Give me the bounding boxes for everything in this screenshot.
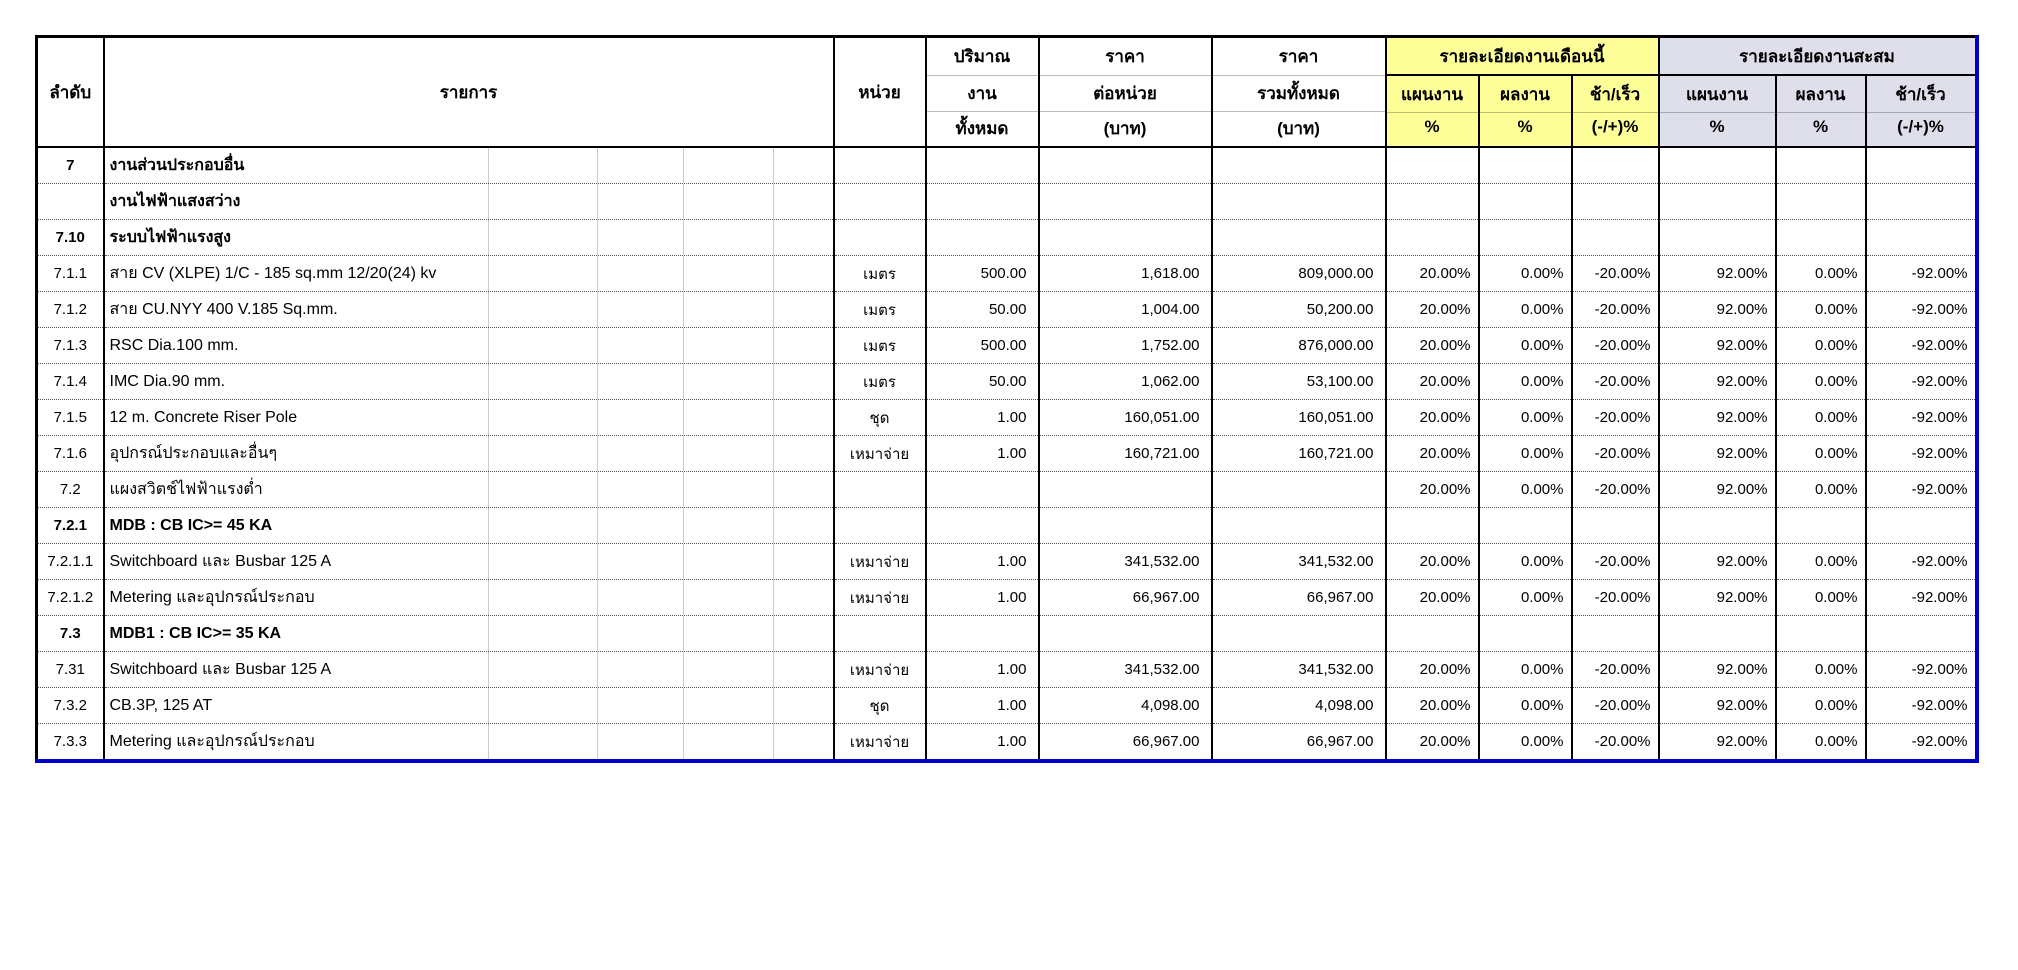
- cell-cum-diff-pct: -92.00%: [1866, 328, 1977, 364]
- cell-unit-price: 1,618.00: [1039, 256, 1212, 292]
- cell-quantity: 1.00: [926, 436, 1039, 472]
- cell-month-diff-pct: [1572, 616, 1659, 652]
- header-unit-price-line2: ต่อหน่วย: [1039, 75, 1212, 111]
- cell-cum-actual-pct: 0.00%: [1776, 544, 1866, 580]
- cell-quantity: 500.00: [926, 256, 1039, 292]
- cell-quantity: 50.00: [926, 292, 1039, 328]
- cell-cum-actual-pct: 0.00%: [1776, 364, 1866, 400]
- cell-month-plan-pct: 20.00%: [1386, 256, 1479, 292]
- cell-unit: เหมาจ่าย: [834, 580, 926, 616]
- cell-unit: เหมาจ่าย: [834, 436, 926, 472]
- cell-month-diff-pct: -20.00%: [1572, 400, 1659, 436]
- cell-total-price: 876,000.00: [1212, 328, 1386, 364]
- month-actual-unit: %: [1480, 112, 1571, 146]
- table-row: [37, 544, 1977, 580]
- cell-total-price: 809,000.00: [1212, 256, 1386, 292]
- cell-month-actual-pct: 0.00%: [1479, 364, 1572, 400]
- header-total-price-line3: (บาท): [1212, 111, 1386, 147]
- table-row: [37, 652, 1977, 688]
- cell-item: Metering และอุปกรณ์ประกอบ: [104, 724, 834, 762]
- cell-quantity: [926, 508, 1039, 544]
- cell-cum-plan-pct: [1659, 220, 1776, 256]
- cell-month-diff-pct: -20.00%: [1572, 292, 1659, 328]
- table-row: [37, 436, 1977, 472]
- cell-quantity: [926, 616, 1039, 652]
- cell-month-plan-pct: 20.00%: [1386, 436, 1479, 472]
- cell-month-plan-pct: [1386, 508, 1479, 544]
- cell-month-diff-pct: -20.00%: [1572, 688, 1659, 724]
- cell-cum-plan-pct: [1659, 184, 1776, 220]
- cell-item: งานไฟฟ้าแสงสว่าง: [104, 184, 834, 220]
- header-group-cumulative: รายละเอียดงานสะสม: [1659, 37, 1977, 76]
- cell-month-plan-pct: 20.00%: [1386, 544, 1479, 580]
- cell-quantity: 500.00: [926, 328, 1039, 364]
- cell-total-price: 66,967.00: [1212, 724, 1386, 762]
- cell-month-plan-pct: [1386, 184, 1479, 220]
- cell-cum-actual-pct: [1776, 616, 1866, 652]
- cell-unit: เหมาจ่าย: [834, 544, 926, 580]
- cell-cum-diff-pct: -92.00%: [1866, 256, 1977, 292]
- cell-item: MDB1 : CB IC>= 35 KA: [104, 616, 834, 652]
- cell-month-actual-pct: [1479, 147, 1572, 184]
- cell-unit-price: [1039, 220, 1212, 256]
- cell-month-diff-pct: -20.00%: [1572, 724, 1659, 762]
- header-qty-line1: ปริมาณ: [926, 37, 1039, 76]
- cell-cum-plan-pct: 92.00%: [1659, 580, 1776, 616]
- cell-month-diff-pct: [1572, 220, 1659, 256]
- cell-no: 7.3.2: [37, 688, 104, 724]
- cell-cum-diff-pct: [1866, 220, 1977, 256]
- cell-cum-diff-pct: -92.00%: [1866, 364, 1977, 400]
- cell-no: 7.1.5: [37, 400, 104, 436]
- cell-total-price: 341,532.00: [1212, 652, 1386, 688]
- cell-item: CB.3P, 125 AT: [104, 688, 834, 724]
- cell-month-plan-pct: 20.00%: [1386, 652, 1479, 688]
- header-group-month: รายละเอียดงานเดือนนี้: [1386, 37, 1659, 76]
- cell-cum-plan-pct: 92.00%: [1659, 472, 1776, 508]
- cell-total-price: 50,200.00: [1212, 292, 1386, 328]
- cell-unit-price: 1,062.00: [1039, 364, 1212, 400]
- cell-month-diff-pct: -20.00%: [1572, 652, 1659, 688]
- header-total-price-line1: ราคา: [1212, 37, 1386, 76]
- header-unit-price-line3: (บาท): [1039, 111, 1212, 147]
- cell-cum-actual-pct: 0.00%: [1776, 400, 1866, 436]
- cell-quantity: 1.00: [926, 544, 1039, 580]
- cell-item: IMC Dia.90 mm.: [104, 364, 834, 400]
- cell-cum-plan-pct: [1659, 147, 1776, 184]
- cell-month-diff-pct: -20.00%: [1572, 436, 1659, 472]
- header-month-actual: [1479, 75, 1572, 147]
- cell-quantity: 1.00: [926, 400, 1039, 436]
- cell-month-actual-pct: 0.00%: [1479, 436, 1572, 472]
- cell-item: Metering และอุปกรณ์ประกอบ: [104, 580, 834, 616]
- month-diff-label: ช้า/เร็ว: [1589, 85, 1641, 104]
- cell-cum-plan-pct: 92.00%: [1659, 724, 1776, 762]
- table-row: [37, 147, 1977, 184]
- cell-no: 7.2.1.2: [37, 580, 104, 616]
- cell-no: 7.2: [37, 472, 104, 508]
- cell-item: ระบบไฟฟ้าแรงสูง: [104, 220, 834, 256]
- cell-unit: [834, 220, 926, 256]
- cell-cum-actual-pct: 0.00%: [1776, 292, 1866, 328]
- cell-month-diff-pct: -20.00%: [1572, 580, 1659, 616]
- cell-unit: [834, 508, 926, 544]
- cell-unit: ชุด: [834, 688, 926, 724]
- cum-actual-label: ผลงาน: [1795, 85, 1846, 104]
- cell-unit-price: 66,967.00: [1039, 580, 1212, 616]
- cell-item: งานส่วนประกอบอื่น: [104, 147, 834, 184]
- cell-cum-actual-pct: 0.00%: [1776, 472, 1866, 508]
- cell-unit: ชุด: [834, 400, 926, 436]
- cell-cum-actual-pct: 0.00%: [1776, 652, 1866, 688]
- cell-total-price: 53,100.00: [1212, 364, 1386, 400]
- header-total-price-line2: รวมทั้งหมด: [1212, 75, 1386, 111]
- cell-month-diff-pct: -20.00%: [1572, 256, 1659, 292]
- cell-month-plan-pct: 20.00%: [1386, 580, 1479, 616]
- cell-month-plan-pct: 20.00%: [1386, 688, 1479, 724]
- cell-cum-plan-pct: [1659, 616, 1776, 652]
- cell-month-actual-pct: [1479, 508, 1572, 544]
- cell-unit-price: 341,532.00: [1039, 652, 1212, 688]
- cell-month-diff-pct: [1572, 147, 1659, 184]
- cell-cum-actual-pct: [1776, 184, 1866, 220]
- cell-cum-diff-pct: [1866, 184, 1977, 220]
- header-month-diff: [1572, 75, 1659, 147]
- cell-unit-price: 160,051.00: [1039, 400, 1212, 436]
- header-month-plan: [1386, 75, 1479, 147]
- table-row: [37, 220, 1977, 256]
- cell-quantity: 1.00: [926, 652, 1039, 688]
- cell-unit: เหมาจ่าย: [834, 724, 926, 762]
- table-row: [37, 184, 1977, 220]
- cell-quantity: 1.00: [926, 724, 1039, 762]
- header-cum-actual: [1776, 75, 1866, 147]
- cell-no: 7.1.6: [37, 436, 104, 472]
- month-diff-unit: (-/+)%: [1573, 112, 1658, 146]
- cell-no: 7.1.2: [37, 292, 104, 328]
- cell-no: 7.1.1: [37, 256, 104, 292]
- cell-unit-price: [1039, 508, 1212, 544]
- cell-month-actual-pct: 0.00%: [1479, 472, 1572, 508]
- cell-total-price: 4,098.00: [1212, 688, 1386, 724]
- cell-month-diff-pct: -20.00%: [1572, 544, 1659, 580]
- cell-quantity: [926, 184, 1039, 220]
- header-qty-line3: ทั้งหมด: [926, 111, 1039, 147]
- cell-quantity: [926, 147, 1039, 184]
- table-row: [37, 328, 1977, 364]
- cell-no: 7.2.1: [37, 508, 104, 544]
- cell-unit-price: [1039, 184, 1212, 220]
- month-plan-label: แผนงาน: [1400, 85, 1463, 104]
- cell-item: MDB : CB IC>= 45 KA: [104, 508, 834, 544]
- cell-cum-plan-pct: 92.00%: [1659, 652, 1776, 688]
- cell-no: [37, 184, 104, 220]
- table-row: [37, 580, 1977, 616]
- cell-cum-diff-pct: -92.00%: [1866, 724, 1977, 762]
- cell-unit-price: [1039, 147, 1212, 184]
- cell-cum-diff-pct: [1866, 508, 1977, 544]
- header-no: ลำดับ: [37, 37, 104, 148]
- cell-cum-diff-pct: [1866, 147, 1977, 184]
- cell-month-actual-pct: 0.00%: [1479, 292, 1572, 328]
- cell-unit: เมตร: [834, 328, 926, 364]
- table-row: [37, 400, 1977, 436]
- cell-cum-diff-pct: -92.00%: [1866, 544, 1977, 580]
- cell-no: 7: [37, 147, 104, 184]
- cell-month-plan-pct: 20.00%: [1386, 364, 1479, 400]
- cell-cum-actual-pct: 0.00%: [1776, 256, 1866, 292]
- cell-cum-actual-pct: 0.00%: [1776, 328, 1866, 364]
- cell-unit: เหมาจ่าย: [834, 652, 926, 688]
- month-plan-unit: %: [1387, 112, 1478, 146]
- cell-month-actual-pct: 0.00%: [1479, 328, 1572, 364]
- cell-unit: เมตร: [834, 364, 926, 400]
- cell-no: 7.3.3: [37, 724, 104, 762]
- cell-month-actual-pct: 0.00%: [1479, 688, 1572, 724]
- cell-month-diff-pct: -20.00%: [1572, 364, 1659, 400]
- cell-cum-actual-pct: 0.00%: [1776, 724, 1866, 762]
- cell-item: Switchboard และ Busbar 125 A: [104, 544, 834, 580]
- cell-month-actual-pct: 0.00%: [1479, 544, 1572, 580]
- cell-month-diff-pct: -20.00%: [1572, 472, 1659, 508]
- cell-no: 7.2.1.1: [37, 544, 104, 580]
- table-body: [37, 147, 1977, 761]
- cell-unit-price: 1,752.00: [1039, 328, 1212, 364]
- cell-cum-actual-pct: 0.00%: [1776, 580, 1866, 616]
- cell-item: สาย CU.NYY 400 V.185 Sq.mm.: [104, 292, 834, 328]
- cell-cum-diff-pct: [1866, 616, 1977, 652]
- cell-cum-diff-pct: -92.00%: [1866, 400, 1977, 436]
- cell-unit-price: 66,967.00: [1039, 724, 1212, 762]
- cell-item: 12 m. Concrete Riser Pole: [104, 400, 834, 436]
- cell-month-actual-pct: [1479, 184, 1572, 220]
- cell-quantity: [926, 220, 1039, 256]
- cum-plan-label: แผนงาน: [1685, 85, 1748, 104]
- cell-no: 7.1.3: [37, 328, 104, 364]
- cell-no: 7.1.4: [37, 364, 104, 400]
- header-item: รายการ: [104, 37, 834, 148]
- cell-total-price: [1212, 184, 1386, 220]
- cell-total-price: [1212, 472, 1386, 508]
- cell-month-plan-pct: [1386, 147, 1479, 184]
- cell-cum-actual-pct: [1776, 147, 1866, 184]
- cell-unit-price: [1039, 616, 1212, 652]
- cell-cum-actual-pct: 0.00%: [1776, 436, 1866, 472]
- cell-item: อุปกรณ์ประกอบและอื่นๆ: [104, 436, 834, 472]
- cell-total-price: [1212, 508, 1386, 544]
- cum-plan-unit: %: [1660, 112, 1775, 146]
- cell-unit: [834, 616, 926, 652]
- table-row: [37, 472, 1977, 508]
- table-row: [37, 508, 1977, 544]
- cell-unit: [834, 472, 926, 508]
- cell-month-plan-pct: 20.00%: [1386, 472, 1479, 508]
- cell-cum-diff-pct: -92.00%: [1866, 472, 1977, 508]
- boq-progress-sheet: [35, 35, 1979, 763]
- table-row: [37, 688, 1977, 724]
- header-unit: หน่วย: [834, 37, 926, 148]
- cell-cum-actual-pct: [1776, 508, 1866, 544]
- cell-month-diff-pct: [1572, 184, 1659, 220]
- cell-cum-diff-pct: -92.00%: [1866, 292, 1977, 328]
- cell-item: สาย CV (XLPE) 1/C - 185 sq.mm 12/20(24) kv: [104, 256, 834, 292]
- cell-total-price: [1212, 220, 1386, 256]
- cell-no: 7.3: [37, 616, 104, 652]
- cell-cum-diff-pct: -92.00%: [1866, 688, 1977, 724]
- cell-total-price: 160,721.00: [1212, 436, 1386, 472]
- cell-month-plan-pct: [1386, 616, 1479, 652]
- cum-diff-label: ช้า/เร็ว: [1895, 85, 1946, 104]
- cell-month-actual-pct: 0.00%: [1479, 652, 1572, 688]
- cell-month-actual-pct: [1479, 220, 1572, 256]
- cell-month-actual-pct: 0.00%: [1479, 256, 1572, 292]
- table-row: [37, 364, 1977, 400]
- cell-unit: เมตร: [834, 256, 926, 292]
- cell-cum-actual-pct: [1776, 220, 1866, 256]
- cell-item: RSC Dia.100 mm.: [104, 328, 834, 364]
- cum-actual-unit: %: [1777, 112, 1865, 146]
- header-cum-diff: [1866, 75, 1977, 147]
- cell-cum-plan-pct: 92.00%: [1659, 436, 1776, 472]
- cell-month-plan-pct: 20.00%: [1386, 724, 1479, 762]
- cell-total-price: 341,532.00: [1212, 544, 1386, 580]
- cell-unit-price: 1,004.00: [1039, 292, 1212, 328]
- cell-total-price: 66,967.00: [1212, 580, 1386, 616]
- cell-quantity: 1.00: [926, 580, 1039, 616]
- cell-quantity: 50.00: [926, 364, 1039, 400]
- cell-unit: เมตร: [834, 292, 926, 328]
- cell-month-plan-pct: 20.00%: [1386, 328, 1479, 364]
- cell-month-actual-pct: 0.00%: [1479, 400, 1572, 436]
- cell-cum-diff-pct: -92.00%: [1866, 436, 1977, 472]
- cell-month-plan-pct: [1386, 220, 1479, 256]
- cell-cum-plan-pct: 92.00%: [1659, 328, 1776, 364]
- cell-cum-plan-pct: 92.00%: [1659, 688, 1776, 724]
- header-qty-line2: งาน: [926, 75, 1039, 111]
- cell-cum-plan-pct: 92.00%: [1659, 400, 1776, 436]
- cell-item: แผงสวิตช์ไฟฟ้าแรงต่ำ: [104, 472, 834, 508]
- cell-month-diff-pct: [1572, 508, 1659, 544]
- cell-cum-diff-pct: -92.00%: [1866, 652, 1977, 688]
- cell-cum-actual-pct: 0.00%: [1776, 688, 1866, 724]
- table-row: [37, 292, 1977, 328]
- table-row: [37, 616, 1977, 652]
- boq-progress-table: [35, 35, 1979, 763]
- cell-no: 7.10: [37, 220, 104, 256]
- cell-unit: [834, 184, 926, 220]
- cell-cum-plan-pct: 92.00%: [1659, 256, 1776, 292]
- cell-month-actual-pct: [1479, 616, 1572, 652]
- table-header: [37, 37, 1977, 148]
- cell-cum-plan-pct: 92.00%: [1659, 292, 1776, 328]
- header-cum-plan: [1659, 75, 1776, 147]
- cell-month-plan-pct: 20.00%: [1386, 400, 1479, 436]
- table-row: [37, 724, 1977, 762]
- cell-cum-plan-pct: 92.00%: [1659, 544, 1776, 580]
- month-actual-label: ผลงาน: [1500, 85, 1550, 104]
- cell-quantity: [926, 472, 1039, 508]
- cell-item: Switchboard และ Busbar 125 A: [104, 652, 834, 688]
- cell-unit-price: 341,532.00: [1039, 544, 1212, 580]
- cell-unit-price: [1039, 472, 1212, 508]
- cell-total-price: [1212, 616, 1386, 652]
- header-unit-price-line1: ราคา: [1039, 37, 1212, 76]
- cell-total-price: 160,051.00: [1212, 400, 1386, 436]
- cell-quantity: 1.00: [926, 688, 1039, 724]
- cell-unit: [834, 147, 926, 184]
- table-row: [37, 256, 1977, 292]
- cell-month-actual-pct: 0.00%: [1479, 724, 1572, 762]
- cell-unit-price: 4,098.00: [1039, 688, 1212, 724]
- cell-cum-diff-pct: -92.00%: [1866, 580, 1977, 616]
- cum-diff-unit: (-/+)%: [1867, 112, 1975, 146]
- cell-no: 7.31: [37, 652, 104, 688]
- cell-cum-plan-pct: [1659, 508, 1776, 544]
- cell-total-price: [1212, 147, 1386, 184]
- cell-unit-price: 160,721.00: [1039, 436, 1212, 472]
- cell-cum-plan-pct: 92.00%: [1659, 364, 1776, 400]
- cell-month-plan-pct: 20.00%: [1386, 292, 1479, 328]
- cell-month-diff-pct: -20.00%: [1572, 328, 1659, 364]
- cell-month-actual-pct: 0.00%: [1479, 580, 1572, 616]
